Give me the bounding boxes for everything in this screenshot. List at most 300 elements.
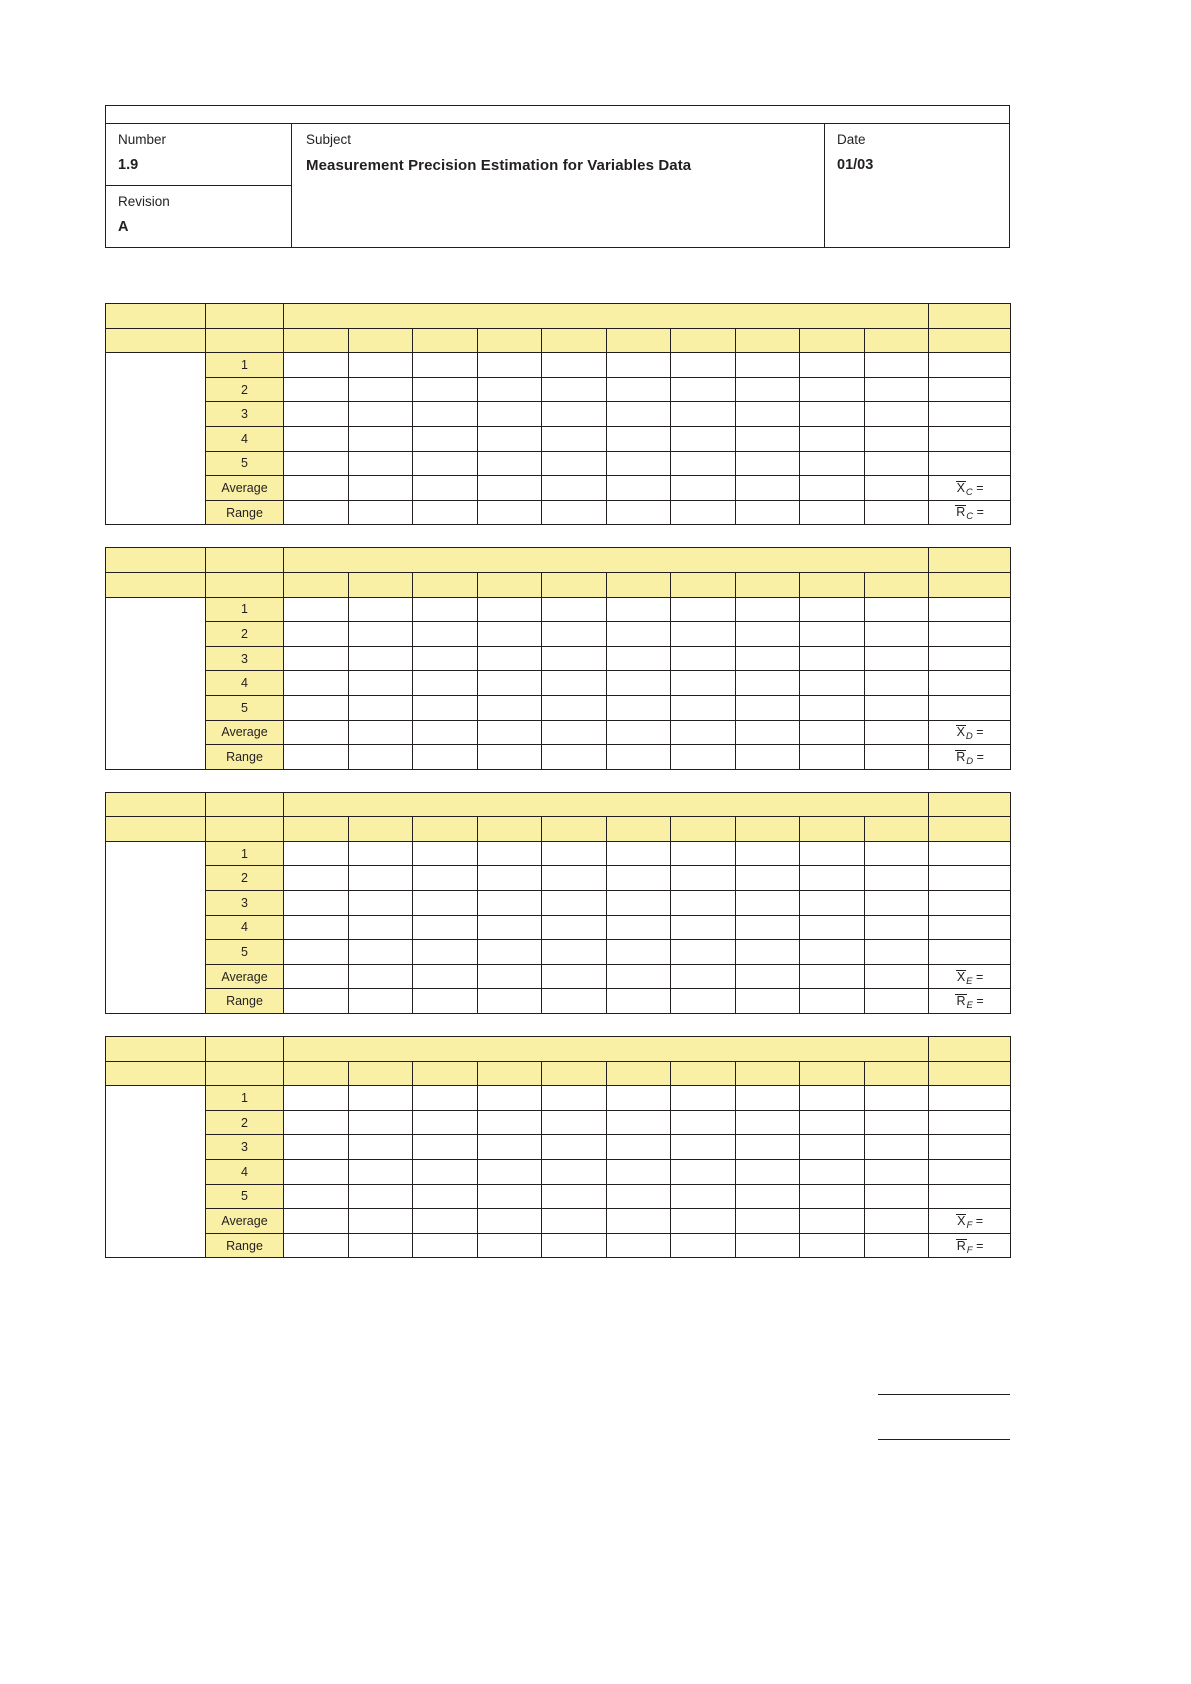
subheader-part-cell[interactable]	[106, 328, 206, 353]
subheader-trial-cell[interactable]	[206, 572, 284, 597]
data-cell[interactable]	[864, 964, 929, 989]
data-cell[interactable]	[735, 1209, 800, 1234]
data-cell[interactable]	[800, 671, 865, 696]
data-cell[interactable]	[542, 866, 607, 891]
data-cell[interactable]	[542, 915, 607, 940]
data-cell[interactable]	[671, 1209, 736, 1234]
data-cell[interactable]	[735, 866, 800, 891]
data-cell[interactable]	[735, 1135, 800, 1160]
stat-blank-cell[interactable]	[929, 1086, 1011, 1111]
subheader-sample-cell[interactable]	[606, 1061, 671, 1086]
data-cell[interactable]	[477, 695, 542, 720]
data-cell[interactable]	[671, 1233, 736, 1258]
data-cell[interactable]	[542, 989, 607, 1014]
data-cell[interactable]	[477, 402, 542, 427]
subheader-sample-cell[interactable]	[477, 1061, 542, 1086]
average-stat-cell[interactable]	[929, 1209, 1011, 1234]
data-cell[interactable]	[800, 695, 865, 720]
range-stat-cell[interactable]	[929, 745, 1011, 770]
data-cell[interactable]	[477, 671, 542, 696]
data-cell[interactable]	[735, 377, 800, 402]
data-cell[interactable]	[413, 695, 478, 720]
data-cell[interactable]	[542, 426, 607, 451]
data-cell[interactable]	[864, 622, 929, 647]
stat-blank-cell[interactable]	[929, 1184, 1011, 1209]
data-cell[interactable]	[542, 891, 607, 916]
data-cell[interactable]	[413, 964, 478, 989]
data-cell[interactable]	[864, 646, 929, 671]
subheader-part-cell[interactable]	[106, 817, 206, 842]
stat-blank-cell[interactable]	[929, 426, 1011, 451]
subheader-sample-cell[interactable]	[477, 328, 542, 353]
data-cell[interactable]	[348, 622, 413, 647]
subheader-sample-cell[interactable]	[864, 1061, 929, 1086]
data-cell[interactable]	[413, 451, 478, 476]
data-cell[interactable]	[542, 1135, 607, 1160]
data-cell[interactable]	[348, 964, 413, 989]
data-cell[interactable]	[477, 1209, 542, 1234]
data-cell[interactable]	[542, 451, 607, 476]
data-cell[interactable]	[542, 940, 607, 965]
subheader-sample-cell[interactable]	[542, 1061, 607, 1086]
subheader-sample-cell[interactable]	[800, 1061, 865, 1086]
average-stat-cell[interactable]	[929, 720, 1011, 745]
data-cell[interactable]	[413, 1135, 478, 1160]
subheader-stat-cell[interactable]	[929, 572, 1011, 597]
subheader-sample-cell[interactable]	[606, 572, 671, 597]
data-cell[interactable]	[800, 940, 865, 965]
data-cell[interactable]	[800, 451, 865, 476]
data-cell[interactable]	[542, 671, 607, 696]
subheader-part-cell[interactable]	[106, 1061, 206, 1086]
stat-blank-cell[interactable]	[929, 451, 1011, 476]
data-cell[interactable]	[348, 377, 413, 402]
data-cell[interactable]	[671, 597, 736, 622]
data-cell[interactable]	[477, 476, 542, 501]
data-cell[interactable]	[800, 426, 865, 451]
data-cell[interactable]	[542, 1233, 607, 1258]
data-cell[interactable]	[284, 1135, 349, 1160]
subheader-sample-cell[interactable]	[284, 817, 349, 842]
data-cell[interactable]	[671, 500, 736, 525]
data-cell[interactable]	[671, 989, 736, 1014]
data-cell[interactable]	[542, 476, 607, 501]
subheader-part-cell[interactable]	[106, 572, 206, 597]
data-cell[interactable]	[864, 500, 929, 525]
data-cell[interactable]	[864, 841, 929, 866]
data-cell[interactable]	[735, 1233, 800, 1258]
data-cell[interactable]	[606, 1110, 671, 1135]
range-stat-cell[interactable]	[929, 500, 1011, 525]
stat-blank-cell[interactable]	[929, 866, 1011, 891]
data-cell[interactable]	[735, 353, 800, 378]
data-cell[interactable]	[606, 915, 671, 940]
data-cell[interactable]	[348, 841, 413, 866]
data-cell[interactable]	[800, 646, 865, 671]
data-cell[interactable]	[348, 1184, 413, 1209]
data-cell[interactable]	[284, 915, 349, 940]
data-cell[interactable]	[864, 426, 929, 451]
header-samples-cell[interactable]	[284, 1037, 929, 1062]
data-cell[interactable]	[284, 720, 349, 745]
stat-blank-cell[interactable]	[929, 377, 1011, 402]
data-cell[interactable]	[284, 646, 349, 671]
data-cell[interactable]	[671, 841, 736, 866]
data-cell[interactable]	[606, 964, 671, 989]
data-cell[interactable]	[284, 866, 349, 891]
data-cell[interactable]	[413, 1160, 478, 1185]
stat-blank-cell[interactable]	[929, 841, 1011, 866]
data-cell[interactable]	[284, 964, 349, 989]
data-cell[interactable]	[864, 1135, 929, 1160]
data-cell[interactable]	[735, 451, 800, 476]
data-cell[interactable]	[735, 646, 800, 671]
data-cell[interactable]	[671, 695, 736, 720]
data-cell[interactable]	[671, 426, 736, 451]
data-cell[interactable]	[284, 426, 349, 451]
data-cell[interactable]	[735, 891, 800, 916]
data-cell[interactable]	[606, 1209, 671, 1234]
subheader-sample-cell[interactable]	[477, 572, 542, 597]
data-cell[interactable]	[800, 1086, 865, 1111]
subheader-sample-cell[interactable]	[542, 328, 607, 353]
subheader-trial-cell[interactable]	[206, 1061, 284, 1086]
header-part-cell[interactable]	[106, 1037, 206, 1062]
header-stat-cell[interactable]	[929, 792, 1011, 817]
data-cell[interactable]	[671, 402, 736, 427]
data-cell[interactable]	[864, 597, 929, 622]
data-cell[interactable]	[800, 1110, 865, 1135]
data-cell[interactable]	[735, 964, 800, 989]
data-cell[interactable]	[348, 1135, 413, 1160]
data-cell[interactable]	[477, 964, 542, 989]
range-stat-cell[interactable]	[929, 989, 1011, 1014]
data-cell[interactable]	[284, 671, 349, 696]
data-cell[interactable]	[606, 671, 671, 696]
data-cell[interactable]	[606, 426, 671, 451]
data-cell[interactable]	[348, 989, 413, 1014]
data-cell[interactable]	[671, 622, 736, 647]
subheader-sample-cell[interactable]	[348, 817, 413, 842]
data-cell[interactable]	[348, 646, 413, 671]
data-cell[interactable]	[671, 915, 736, 940]
data-cell[interactable]	[477, 841, 542, 866]
data-cell[interactable]	[671, 1160, 736, 1185]
stat-blank-cell[interactable]	[929, 353, 1011, 378]
header-part-cell[interactable]	[106, 792, 206, 817]
header-samples-cell[interactable]	[284, 548, 929, 573]
data-cell[interactable]	[284, 841, 349, 866]
data-cell[interactable]	[800, 720, 865, 745]
data-cell[interactable]	[606, 500, 671, 525]
data-cell[interactable]	[606, 940, 671, 965]
data-cell[interactable]	[284, 1233, 349, 1258]
data-cell[interactable]	[606, 646, 671, 671]
average-stat-cell[interactable]	[929, 964, 1011, 989]
subheader-sample-cell[interactable]	[735, 572, 800, 597]
data-cell[interactable]	[864, 1160, 929, 1185]
data-cell[interactable]	[477, 989, 542, 1014]
data-cell[interactable]	[671, 377, 736, 402]
header-stat-cell[interactable]	[929, 304, 1011, 329]
data-cell[interactable]	[800, 500, 865, 525]
data-cell[interactable]	[413, 646, 478, 671]
data-cell[interactable]	[348, 1086, 413, 1111]
subheader-sample-cell[interactable]	[348, 572, 413, 597]
data-cell[interactable]	[542, 695, 607, 720]
data-cell[interactable]	[606, 353, 671, 378]
data-cell[interactable]	[542, 500, 607, 525]
data-cell[interactable]	[606, 720, 671, 745]
data-cell[interactable]	[348, 1110, 413, 1135]
data-cell[interactable]	[542, 377, 607, 402]
data-cell[interactable]	[413, 597, 478, 622]
data-cell[interactable]	[348, 891, 413, 916]
data-cell[interactable]	[284, 402, 349, 427]
data-cell[interactable]	[800, 377, 865, 402]
data-cell[interactable]	[800, 1160, 865, 1185]
subheader-trial-cell[interactable]	[206, 817, 284, 842]
data-cell[interactable]	[413, 476, 478, 501]
data-cell[interactable]	[671, 353, 736, 378]
header-trial-cell[interactable]	[206, 304, 284, 329]
subheader-sample-cell[interactable]	[864, 328, 929, 353]
operator-name-cell[interactable]	[106, 1086, 206, 1258]
data-cell[interactable]	[606, 1233, 671, 1258]
data-cell[interactable]	[864, 402, 929, 427]
data-cell[interactable]	[735, 695, 800, 720]
data-cell[interactable]	[348, 426, 413, 451]
data-cell[interactable]	[284, 1160, 349, 1185]
subheader-sample-cell[interactable]	[864, 572, 929, 597]
data-cell[interactable]	[542, 646, 607, 671]
data-cell[interactable]	[735, 989, 800, 1014]
data-cell[interactable]	[606, 745, 671, 770]
data-cell[interactable]	[413, 1233, 478, 1258]
header-samples-cell[interactable]	[284, 792, 929, 817]
data-cell[interactable]	[800, 989, 865, 1014]
data-cell[interactable]	[477, 940, 542, 965]
subheader-trial-cell[interactable]	[206, 328, 284, 353]
stat-blank-cell[interactable]	[929, 940, 1011, 965]
data-cell[interactable]	[606, 476, 671, 501]
data-cell[interactable]	[477, 1184, 542, 1209]
data-cell[interactable]	[864, 940, 929, 965]
data-cell[interactable]	[800, 353, 865, 378]
data-cell[interactable]	[542, 597, 607, 622]
data-cell[interactable]	[413, 940, 478, 965]
data-cell[interactable]	[800, 1184, 865, 1209]
data-cell[interactable]	[735, 622, 800, 647]
data-cell[interactable]	[671, 1135, 736, 1160]
data-cell[interactable]	[864, 1184, 929, 1209]
subheader-sample-cell[interactable]	[606, 817, 671, 842]
data-cell[interactable]	[413, 989, 478, 1014]
data-cell[interactable]	[606, 1160, 671, 1185]
data-cell[interactable]	[477, 500, 542, 525]
data-cell[interactable]	[348, 671, 413, 696]
data-cell[interactable]	[735, 1086, 800, 1111]
data-cell[interactable]	[671, 720, 736, 745]
data-cell[interactable]	[735, 1160, 800, 1185]
data-cell[interactable]	[800, 1135, 865, 1160]
stat-blank-cell[interactable]	[929, 671, 1011, 696]
data-cell[interactable]	[735, 720, 800, 745]
data-cell[interactable]	[800, 915, 865, 940]
data-cell[interactable]	[671, 1184, 736, 1209]
data-cell[interactable]	[735, 1184, 800, 1209]
subheader-sample-cell[interactable]	[671, 328, 736, 353]
data-cell[interactable]	[284, 451, 349, 476]
data-cell[interactable]	[671, 940, 736, 965]
data-cell[interactable]	[735, 402, 800, 427]
data-cell[interactable]	[284, 1086, 349, 1111]
data-cell[interactable]	[477, 646, 542, 671]
data-cell[interactable]	[671, 451, 736, 476]
data-cell[interactable]	[413, 866, 478, 891]
data-cell[interactable]	[413, 1086, 478, 1111]
data-cell[interactable]	[671, 891, 736, 916]
data-cell[interactable]	[413, 1209, 478, 1234]
subheader-sample-cell[interactable]	[284, 328, 349, 353]
data-cell[interactable]	[800, 866, 865, 891]
data-cell[interactable]	[671, 476, 736, 501]
data-cell[interactable]	[477, 1135, 542, 1160]
subheader-sample-cell[interactable]	[284, 1061, 349, 1086]
subheader-sample-cell[interactable]	[413, 572, 478, 597]
data-cell[interactable]	[477, 891, 542, 916]
data-cell[interactable]	[800, 476, 865, 501]
data-cell[interactable]	[348, 695, 413, 720]
data-cell[interactable]	[477, 1086, 542, 1111]
data-cell[interactable]	[413, 426, 478, 451]
signature-line-2[interactable]	[878, 1395, 1010, 1440]
operator-name-cell[interactable]	[106, 841, 206, 1013]
data-cell[interactable]	[800, 964, 865, 989]
data-cell[interactable]	[477, 597, 542, 622]
data-cell[interactable]	[413, 915, 478, 940]
data-cell[interactable]	[348, 940, 413, 965]
header-trial-cell[interactable]	[206, 548, 284, 573]
stat-blank-cell[interactable]	[929, 1160, 1011, 1185]
data-cell[interactable]	[606, 1184, 671, 1209]
subheader-sample-cell[interactable]	[542, 817, 607, 842]
data-cell[interactable]	[864, 720, 929, 745]
subheader-sample-cell[interactable]	[413, 328, 478, 353]
data-cell[interactable]	[671, 1110, 736, 1135]
data-cell[interactable]	[864, 915, 929, 940]
header-part-cell[interactable]	[106, 548, 206, 573]
data-cell[interactable]	[413, 377, 478, 402]
data-cell[interactable]	[606, 597, 671, 622]
signature-line-1[interactable]	[878, 1350, 1010, 1395]
subheader-sample-cell[interactable]	[735, 328, 800, 353]
data-cell[interactable]	[477, 622, 542, 647]
data-cell[interactable]	[735, 597, 800, 622]
data-cell[interactable]	[735, 841, 800, 866]
data-cell[interactable]	[864, 1110, 929, 1135]
data-cell[interactable]	[477, 1110, 542, 1135]
data-cell[interactable]	[606, 695, 671, 720]
data-cell[interactable]	[348, 915, 413, 940]
subheader-sample-cell[interactable]	[671, 1061, 736, 1086]
data-cell[interactable]	[864, 989, 929, 1014]
data-cell[interactable]	[542, 1110, 607, 1135]
data-cell[interactable]	[735, 500, 800, 525]
data-cell[interactable]	[606, 866, 671, 891]
data-cell[interactable]	[542, 1209, 607, 1234]
data-cell[interactable]	[284, 989, 349, 1014]
data-cell[interactable]	[864, 451, 929, 476]
data-cell[interactable]	[477, 720, 542, 745]
data-cell[interactable]	[606, 1135, 671, 1160]
data-cell[interactable]	[477, 745, 542, 770]
data-cell[interactable]	[413, 745, 478, 770]
data-cell[interactable]	[348, 866, 413, 891]
data-cell[interactable]	[413, 500, 478, 525]
data-cell[interactable]	[606, 622, 671, 647]
data-cell[interactable]	[800, 745, 865, 770]
header-part-cell[interactable]	[106, 304, 206, 329]
average-stat-cell[interactable]	[929, 476, 1011, 501]
data-cell[interactable]	[542, 1160, 607, 1185]
subheader-sample-cell[interactable]	[800, 817, 865, 842]
stat-blank-cell[interactable]	[929, 1110, 1011, 1135]
subheader-sample-cell[interactable]	[348, 1061, 413, 1086]
subheader-sample-cell[interactable]	[413, 817, 478, 842]
data-cell[interactable]	[542, 1184, 607, 1209]
subheader-stat-cell[interactable]	[929, 817, 1011, 842]
data-cell[interactable]	[477, 915, 542, 940]
data-cell[interactable]	[284, 1184, 349, 1209]
data-cell[interactable]	[864, 353, 929, 378]
data-cell[interactable]	[348, 1233, 413, 1258]
data-cell[interactable]	[671, 964, 736, 989]
data-cell[interactable]	[348, 745, 413, 770]
data-cell[interactable]	[477, 353, 542, 378]
data-cell[interactable]	[477, 1160, 542, 1185]
data-cell[interactable]	[284, 476, 349, 501]
subheader-sample-cell[interactable]	[606, 328, 671, 353]
subheader-sample-cell[interactable]	[542, 572, 607, 597]
data-cell[interactable]	[413, 720, 478, 745]
subheader-sample-cell[interactable]	[477, 817, 542, 842]
data-cell[interactable]	[413, 1110, 478, 1135]
data-cell[interactable]	[800, 402, 865, 427]
data-cell[interactable]	[800, 841, 865, 866]
header-samples-cell[interactable]	[284, 304, 929, 329]
data-cell[interactable]	[284, 695, 349, 720]
stat-blank-cell[interactable]	[929, 695, 1011, 720]
operator-name-cell[interactable]	[106, 353, 206, 525]
data-cell[interactable]	[477, 451, 542, 476]
data-cell[interactable]	[606, 1086, 671, 1111]
data-cell[interactable]	[864, 1233, 929, 1258]
data-cell[interactable]	[735, 940, 800, 965]
data-cell[interactable]	[284, 891, 349, 916]
subheader-sample-cell[interactable]	[735, 1061, 800, 1086]
data-cell[interactable]	[348, 476, 413, 501]
data-cell[interactable]	[864, 745, 929, 770]
stat-blank-cell[interactable]	[929, 891, 1011, 916]
data-cell[interactable]	[800, 1209, 865, 1234]
stat-blank-cell[interactable]	[929, 622, 1011, 647]
data-cell[interactable]	[800, 891, 865, 916]
data-cell[interactable]	[671, 866, 736, 891]
data-cell[interactable]	[735, 476, 800, 501]
subheader-stat-cell[interactable]	[929, 328, 1011, 353]
data-cell[interactable]	[864, 671, 929, 696]
